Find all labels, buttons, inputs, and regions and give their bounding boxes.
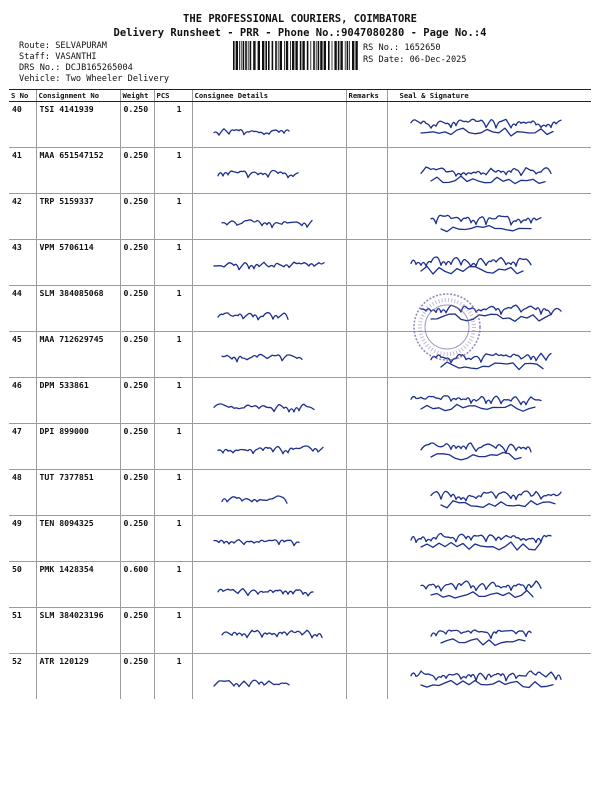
remarks-cell [346, 240, 387, 286]
weight-cell: 0.250 [120, 608, 154, 654]
table-row [9, 148, 591, 194]
col-consignee: Consignee Details [192, 90, 346, 102]
handwritten-signature-icon [196, 242, 350, 285]
weight-cell: 0.250 [120, 516, 154, 562]
consignment-cell: TRP 5159337 [36, 194, 120, 240]
handwritten-signature-icon [196, 150, 350, 193]
sno-cell: 42 [9, 194, 36, 240]
handwritten-signature-icon [196, 380, 350, 423]
signature-cell [387, 378, 591, 424]
table-row [9, 332, 591, 378]
weight-cell: 0.250 [120, 654, 154, 700]
handwritten-signature-icon [196, 288, 350, 331]
handwritten-signature-icon [196, 334, 350, 377]
sno-cell: 47 [9, 424, 36, 470]
pcs-cell: 1 [154, 102, 192, 148]
table-row [9, 378, 591, 424]
pcs-cell: 1 [154, 562, 192, 608]
consignment-cell: DPM 533861 [36, 378, 120, 424]
col-signature: Seal & Signature [387, 90, 591, 102]
table-header [9, 90, 591, 102]
runsheet-table [9, 89, 591, 699]
consignee-details-cell [192, 516, 346, 562]
col-weight: Weight [120, 90, 154, 102]
signature-cell [387, 240, 591, 286]
remarks-cell [346, 562, 387, 608]
consignment-cell: MAA 651547152 [36, 148, 120, 194]
consignee-details-cell [192, 424, 346, 470]
pcs-cell: 1 [154, 516, 192, 562]
pcs-cell: 1 [154, 654, 192, 700]
consignment-cell: TUT 7377851 [36, 470, 120, 516]
runsheet-subtitle: Delivery Runsheet - PRR - Phone No.:9047080280 - Page No.:4 [113, 27, 487, 39]
consignee-details-cell [192, 332, 346, 378]
signature-cell [387, 424, 591, 470]
consignee-details-cell [192, 608, 346, 654]
handwritten-signature-icon [196, 610, 350, 653]
sno-cell: 49 [9, 516, 36, 562]
table-row [9, 516, 591, 562]
handwritten-signature-icon [196, 196, 350, 239]
pcs-cell: 1 [154, 148, 192, 194]
weight-cell: 0.250 [120, 424, 154, 470]
handwritten-signature-icon [391, 426, 595, 469]
handwritten-signature-icon [391, 380, 595, 423]
consignment-cell: PMK 1428354 [36, 562, 120, 608]
vehicle-label: Vehicle: Two Wheeler Delivery [19, 74, 170, 84]
handwritten-signature-icon [391, 518, 595, 561]
weight-cell: 0.250 [120, 286, 154, 332]
consignment-cell: SLM 384085068 [36, 286, 120, 332]
consignment-cell: MAA 712629745 [36, 332, 120, 378]
table-row [9, 562, 591, 608]
handwritten-signature-icon [391, 656, 595, 699]
table-row [9, 424, 591, 470]
signature-cell [387, 608, 591, 654]
handwritten-signature-icon [391, 564, 595, 607]
consignment-cell: TEN 8094325 [36, 516, 120, 562]
handwritten-signature-icon [196, 426, 350, 469]
rs-date: RS Date: 06-Dec-2025 [363, 55, 467, 65]
table-row [9, 194, 591, 240]
remarks-cell [346, 378, 387, 424]
sno-cell: 43 [9, 240, 36, 286]
signature-cell [387, 562, 591, 608]
consignee-details-cell [192, 562, 346, 608]
handwritten-signature-icon [196, 656, 350, 699]
pcs-cell: 1 [154, 240, 192, 286]
handwritten-signature-icon [391, 104, 595, 147]
consignee-details-cell [192, 194, 346, 240]
handwritten-signature-icon [391, 196, 595, 239]
remarks-cell [346, 332, 387, 378]
weight-cell: 0.600 [120, 562, 154, 608]
weight-cell: 0.250 [120, 240, 154, 286]
sno-cell: 45 [9, 332, 36, 378]
sno-cell: 50 [9, 562, 36, 608]
pcs-cell: 1 [154, 194, 192, 240]
consignee-details-cell [192, 102, 346, 148]
col-consignment: Consignment No [36, 90, 120, 102]
col-sno: S No [9, 90, 36, 102]
table-row [9, 608, 591, 654]
table-row [9, 470, 591, 516]
consignment-cell: SLM 384023196 [36, 608, 120, 654]
sno-cell: 44 [9, 286, 36, 332]
drs-label: DRS No.: DCJB165265004 [19, 63, 133, 73]
sno-cell: 46 [9, 378, 36, 424]
signature-cell [387, 654, 591, 700]
remarks-cell [346, 194, 387, 240]
consignee-details-cell [192, 240, 346, 286]
staff-label: Staff: VASANTHI [19, 52, 97, 62]
remarks-cell [346, 424, 387, 470]
pcs-cell: 1 [154, 608, 192, 654]
remarks-cell [346, 654, 387, 700]
consignment-cell: ATR 120129 [36, 654, 120, 700]
route-label: Route: SELVAPURAM [19, 41, 107, 51]
signature-cell [387, 470, 591, 516]
col-remarks: Remarks [346, 90, 387, 102]
weight-cell: 0.250 [120, 378, 154, 424]
handwritten-signature-icon [196, 472, 350, 515]
signature-cell [387, 102, 591, 148]
remarks-cell [346, 102, 387, 148]
handwritten-signature-icon [391, 150, 595, 193]
sno-cell: 52 [12, 656, 22, 666]
weight-cell: 0.250 [120, 194, 154, 240]
pcs-cell: 1 [154, 378, 192, 424]
company-title: THE PROFESSIONAL COURIERS, COIMBATORE [183, 13, 417, 25]
consignee-details-cell [192, 286, 346, 332]
remarks-cell [346, 470, 387, 516]
weight-cell: 0.250 [120, 148, 154, 194]
sno-cell: 40 [9, 102, 36, 148]
sno-cell: 48 [9, 470, 36, 516]
col-pcs: PCS [154, 90, 192, 102]
handwritten-signature-icon [391, 472, 595, 515]
table-row [9, 654, 591, 700]
remarks-cell [346, 148, 387, 194]
sno-cell: 51 [9, 608, 36, 654]
rs-number: RS No.: 1652650 [363, 43, 441, 53]
handwritten-signature-icon [196, 564, 350, 607]
barcode-icon [232, 41, 360, 70]
pcs-cell: 1 [154, 424, 192, 470]
consignee-details-cell [192, 470, 346, 516]
signature-cell [387, 516, 591, 562]
consignee-details-cell [192, 378, 346, 424]
pcs-cell: 1 [154, 332, 192, 378]
pcs-cell: 1 [154, 470, 192, 516]
consignee-details-cell [192, 654, 346, 700]
pcs-cell: 1 [154, 286, 192, 332]
consignment-cell: DPI 899000 [36, 424, 120, 470]
handwritten-signature-icon [196, 104, 350, 147]
table-row [9, 240, 591, 286]
consignment-cell: VPM 5706114 [36, 240, 120, 286]
consignee-details-cell [192, 148, 346, 194]
remarks-cell [346, 608, 387, 654]
consignment-cell: TSI 4141939 [36, 102, 120, 148]
seal-stamp-icon [410, 290, 484, 364]
weight-cell: 0.250 [120, 102, 154, 148]
handwritten-signature-icon [391, 610, 595, 653]
remarks-cell [346, 516, 387, 562]
table-row [9, 102, 591, 148]
remarks-cell [346, 286, 387, 332]
signature-cell [387, 148, 591, 194]
handwritten-signature-icon [391, 242, 595, 285]
signature-cell [387, 194, 591, 240]
table-row [9, 286, 591, 332]
weight-cell: 0.250 [120, 332, 154, 378]
weight-cell: 0.250 [120, 470, 154, 516]
handwritten-signature-icon [196, 518, 350, 561]
sno-cell: 41 [9, 148, 36, 194]
